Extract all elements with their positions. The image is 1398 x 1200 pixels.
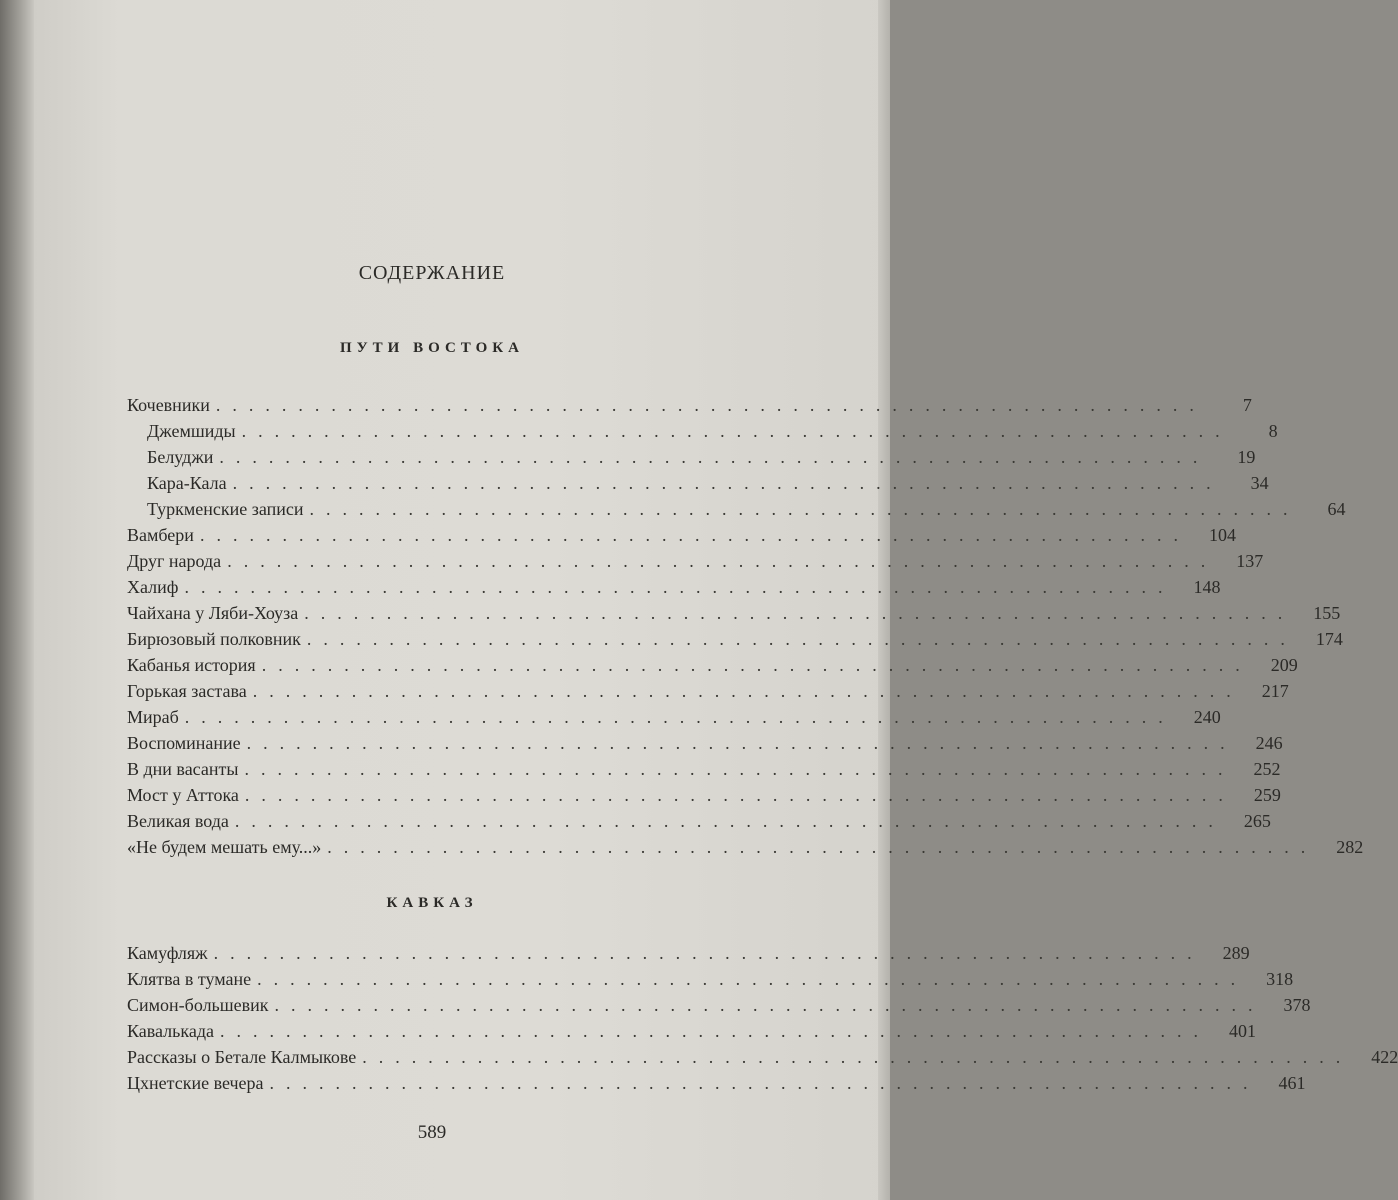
toc-entry-title: Мираб bbox=[127, 707, 179, 727]
dot-leader: ............................................................ bbox=[309, 499, 1300, 519]
toc-entry-title: Камуфляж bbox=[127, 943, 208, 963]
toc-entry bbox=[127, 652, 1298, 678]
section-heading-kavkaz: КАВКАЗ bbox=[386, 895, 478, 911]
dot-leader: ............................................................ bbox=[304, 603, 1295, 623]
dot-leader: ............................................................ bbox=[244, 759, 1235, 779]
dot-leader: ............................................................ bbox=[306, 629, 1297, 649]
toc-entry-page: 401 bbox=[1228, 1021, 1256, 1041]
toc-entry bbox=[127, 1044, 1398, 1070]
toc-entry bbox=[127, 418, 1278, 444]
toc-entry-page: 240 bbox=[1193, 707, 1221, 727]
toc-entry-page: 246 bbox=[1255, 733, 1283, 753]
toc-entry bbox=[127, 600, 1341, 626]
toc-list-section-2 bbox=[127, 940, 1398, 1096]
toc-entry-title: Кабанья история bbox=[127, 655, 256, 675]
toc-entry bbox=[127, 782, 1281, 808]
dot-leader: ............................................................ bbox=[327, 837, 1318, 857]
toc-entry bbox=[127, 548, 1264, 574]
toc-entry-title: Джемшиды bbox=[147, 421, 236, 441]
toc-entry bbox=[127, 470, 1269, 496]
toc-entry-title: Цхнетские вечера bbox=[127, 1073, 264, 1093]
dot-leader: ............................................................ bbox=[219, 1021, 1210, 1041]
toc-entry bbox=[127, 966, 1294, 992]
book-page bbox=[34, 0, 1398, 1200]
toc-entry-title: В дни васанты bbox=[127, 759, 239, 779]
toc-entry-title: Воспоминание bbox=[127, 733, 241, 753]
dot-leader: ............................................................ bbox=[252, 681, 1243, 701]
toc-entry-page: 289 bbox=[1222, 943, 1250, 963]
toc-entry-page: 378 bbox=[1283, 995, 1311, 1015]
toc-entry-page: 155 bbox=[1313, 603, 1341, 623]
section-heading-puti-vostoka: ПУТИ ВОСТОКА bbox=[340, 340, 524, 356]
dot-leader: ............................................................ bbox=[269, 1073, 1260, 1093]
toc-entry bbox=[127, 444, 1256, 470]
toc-entry-page: 148 bbox=[1193, 577, 1221, 597]
toc-entry-title: Симон-большевик bbox=[127, 995, 269, 1015]
toc-entry-title: Рассказы о Бетале Калмыкове bbox=[127, 1047, 357, 1067]
dot-leader: ............................................................ bbox=[219, 447, 1210, 467]
dot-leader: ............................................................ bbox=[244, 785, 1235, 805]
toc-entry bbox=[127, 1018, 1256, 1044]
toc-entry bbox=[127, 626, 1343, 652]
dot-leader: ............................................................ bbox=[199, 525, 1190, 545]
contents-title: СОДЕРЖАНИЕ bbox=[358, 262, 506, 284]
toc-entry-page: 422 bbox=[1371, 1047, 1398, 1067]
toc-list-section-1 bbox=[127, 392, 1364, 860]
toc-entry-page: 137 bbox=[1236, 551, 1264, 571]
dot-leader: ............................................................ bbox=[232, 473, 1223, 493]
toc-entry bbox=[127, 808, 1271, 834]
toc-entry-title: Чайхана у Ляби-Хоуза bbox=[127, 603, 299, 623]
dot-leader: ............................................................ bbox=[241, 421, 1232, 441]
book-binding bbox=[0, 0, 34, 1200]
toc-entry-page: 259 bbox=[1253, 785, 1281, 805]
toc-entry bbox=[127, 574, 1221, 600]
toc-entry-page: 174 bbox=[1315, 629, 1343, 649]
dot-leader: ............................................................ bbox=[215, 395, 1206, 415]
dot-leader: ............................................................ bbox=[261, 655, 1252, 675]
dot-leader: ............................................................ bbox=[246, 733, 1237, 753]
dot-leader: ............................................................ bbox=[184, 577, 1175, 597]
toc-entry-title: Белуджи bbox=[147, 447, 214, 467]
toc-entry bbox=[127, 940, 1250, 966]
page-number: 589 bbox=[417, 1122, 447, 1143]
dot-leader: ............................................................ bbox=[213, 943, 1204, 963]
toc-entry-title: Друг народа bbox=[127, 551, 222, 571]
toc-entry-title: Кочевники bbox=[127, 395, 210, 415]
toc-entry bbox=[127, 992, 1311, 1018]
dot-leader: ............................................................ bbox=[362, 1047, 1353, 1067]
dot-leader: ............................................................ bbox=[274, 995, 1265, 1015]
toc-entry-page: 318 bbox=[1266, 969, 1294, 989]
toc-entry-title: «Не будем мешать ему...» bbox=[127, 837, 322, 857]
toc-entry-page: 209 bbox=[1270, 655, 1298, 675]
toc-entry bbox=[127, 678, 1289, 704]
toc-entry-title: Вамбери bbox=[127, 525, 194, 545]
toc-entry-page: 19 bbox=[1237, 447, 1256, 467]
toc-entry bbox=[127, 1070, 1306, 1096]
toc-entry-page: 34 bbox=[1250, 473, 1269, 493]
toc-entry bbox=[127, 704, 1221, 730]
toc-entry bbox=[127, 834, 1364, 860]
toc-entry bbox=[127, 522, 1236, 548]
dot-leader: ............................................................ bbox=[234, 811, 1225, 831]
toc-entry-title: Кавалькада bbox=[127, 1021, 214, 1041]
dot-leader: ............................................................ bbox=[184, 707, 1175, 727]
toc-entry bbox=[127, 730, 1283, 756]
toc-entry bbox=[127, 756, 1281, 782]
toc-entry-title: Бирюзовый полковник bbox=[127, 629, 301, 649]
toc-entry-title: Клятва в тумане bbox=[127, 969, 252, 989]
toc-entry-title: Мост у Аттока bbox=[127, 785, 239, 805]
dot-leader: ............................................................ bbox=[257, 969, 1248, 989]
toc-entry bbox=[127, 496, 1346, 522]
toc-entry-title: Туркменские записи bbox=[147, 499, 304, 519]
toc-entry-page: 64 bbox=[1327, 499, 1346, 519]
toc-entry-page: 104 bbox=[1208, 525, 1236, 545]
toc-entry-page: 265 bbox=[1243, 811, 1271, 831]
toc-entry-page: 282 bbox=[1336, 837, 1364, 857]
toc-entry-title: Халиф bbox=[127, 577, 179, 597]
toc-entry-page: 252 bbox=[1253, 759, 1281, 779]
dot-leader: ............................................................ bbox=[227, 551, 1218, 571]
toc-entry-title: Горькая застава bbox=[127, 681, 247, 701]
toc-entry-title: Кара-Кала bbox=[147, 473, 227, 493]
toc-entry bbox=[127, 392, 1252, 418]
toc-entry-title: Великая вода bbox=[127, 811, 229, 831]
toc-entry-page: 8 bbox=[1268, 421, 1278, 441]
toc-entry-page: 217 bbox=[1261, 681, 1289, 701]
toc-entry-page: 7 bbox=[1242, 395, 1252, 415]
toc-entry-page: 461 bbox=[1278, 1073, 1306, 1093]
